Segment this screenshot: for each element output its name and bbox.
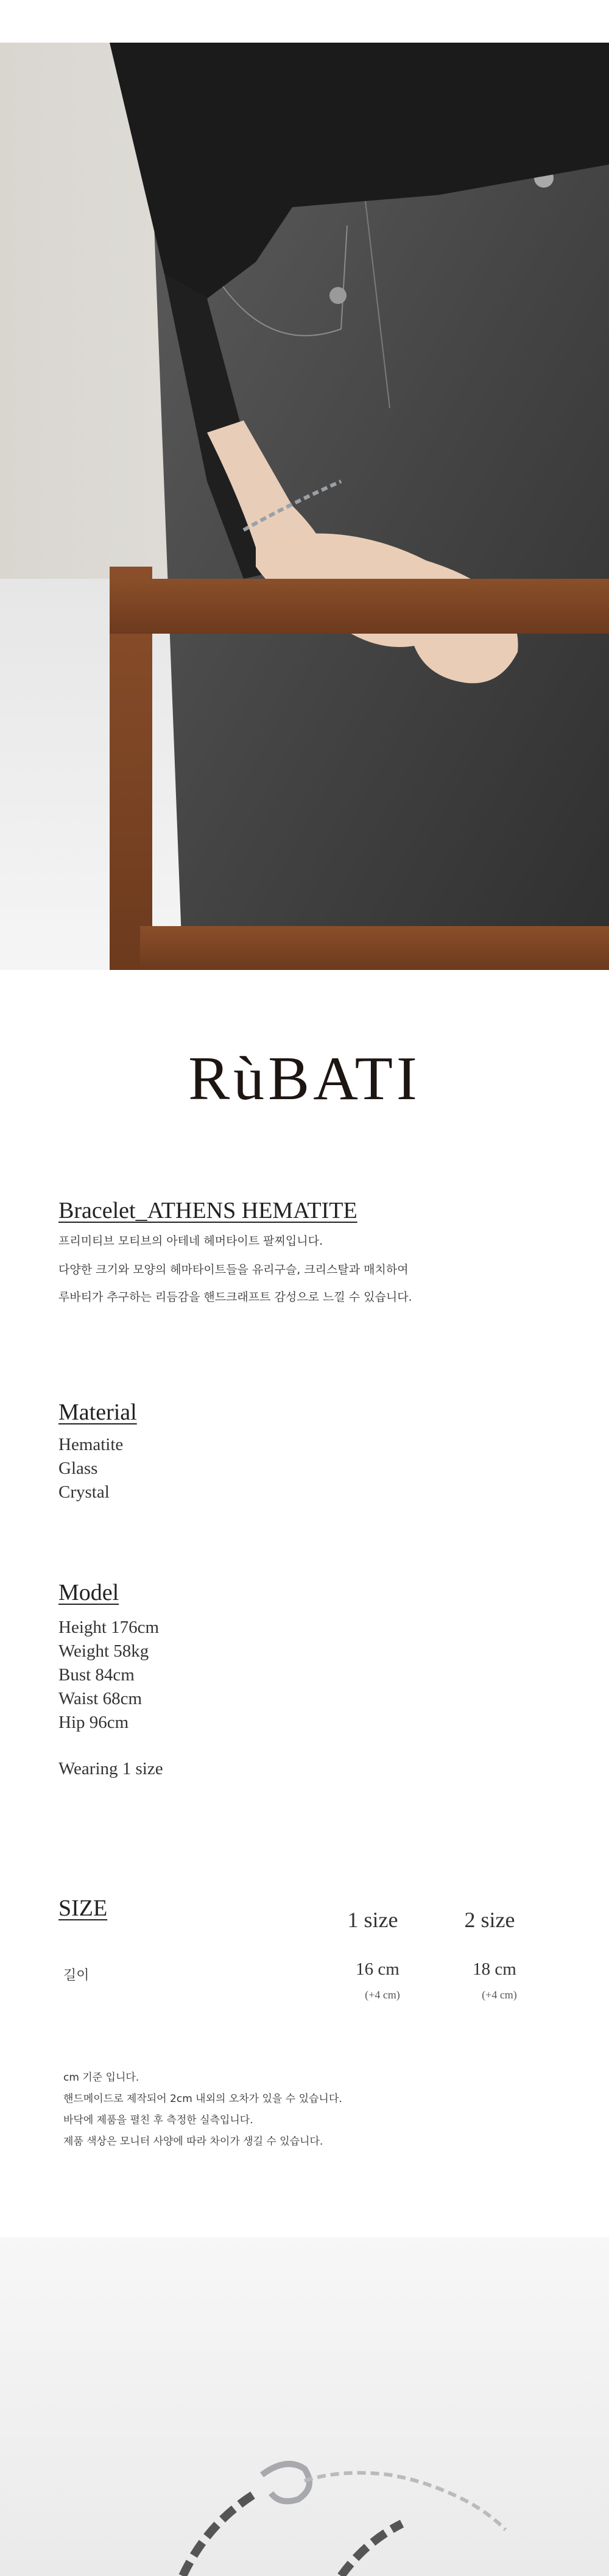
model-item: Weight 58kg [58, 1641, 149, 1661]
note-line: cm 기준 입니다. [63, 2072, 139, 2084]
material-heading: Material [58, 1399, 137, 1425]
material-item: Crystal [58, 1482, 110, 1502]
size-row-label: 길이 [63, 1968, 90, 1983]
material-list [58, 1433, 123, 1504]
product-title: Bracelet_ATHENS HEMATITE [58, 1198, 357, 1223]
size-value-1: 16 cm [356, 1959, 400, 1979]
size-column-1: 1 size [347, 1908, 398, 1932]
hero-photo [0, 43, 609, 970]
bracelet-closeup-photo [0, 2237, 609, 2576]
model-heading: Model [58, 1580, 119, 1605]
size-notes [63, 2067, 342, 2153]
size-extra-2: (+4 cm) [482, 1989, 517, 2001]
material-item: Hematite [58, 1435, 124, 1454]
material-item: Glass [58, 1459, 98, 1478]
model-item: Bust 84cm [58, 1665, 135, 1685]
brand-logo: RùBATI [188, 1044, 421, 1113]
description-line-3: 루바티가 추구하는 리듬감을 핸드크래프트 감성으로 느낄 수 있습니다. [58, 1290, 412, 1304]
model-list [58, 1616, 159, 1735]
model-item: Waist 68cm [58, 1689, 142, 1708]
model-item: Height 176cm [58, 1618, 160, 1637]
description-line-2: 다양한 크기와 모양의 헤마타이트들을 유리구슬, 크리스탈과 매치하여 [58, 1263, 409, 1276]
note-line: 제품 색상은 모니터 사양에 따라 차이가 생길 수 있습니다. [63, 2135, 323, 2148]
note-line: 바닥에 제품을 펼친 후 측정한 실측입니다. [63, 2114, 253, 2126]
size-heading: SIZE [58, 1895, 108, 1921]
model-wearing: Wearing 1 size [58, 1759, 163, 1778]
note-line: 핸드메이드로 제작되어 2cm 내외의 오차가 있을 수 있습니다. [63, 2093, 342, 2105]
description-line-1: 프리미티브 모티브의 아테네 헤머타이트 팔찌입니다. [58, 1234, 323, 1248]
size-column-2: 2 size [464, 1908, 515, 1932]
model-item: Hip 96cm [58, 1713, 129, 1732]
size-value-2: 18 cm [473, 1959, 516, 1979]
size-extra-1: (+4 cm) [365, 1989, 400, 2001]
